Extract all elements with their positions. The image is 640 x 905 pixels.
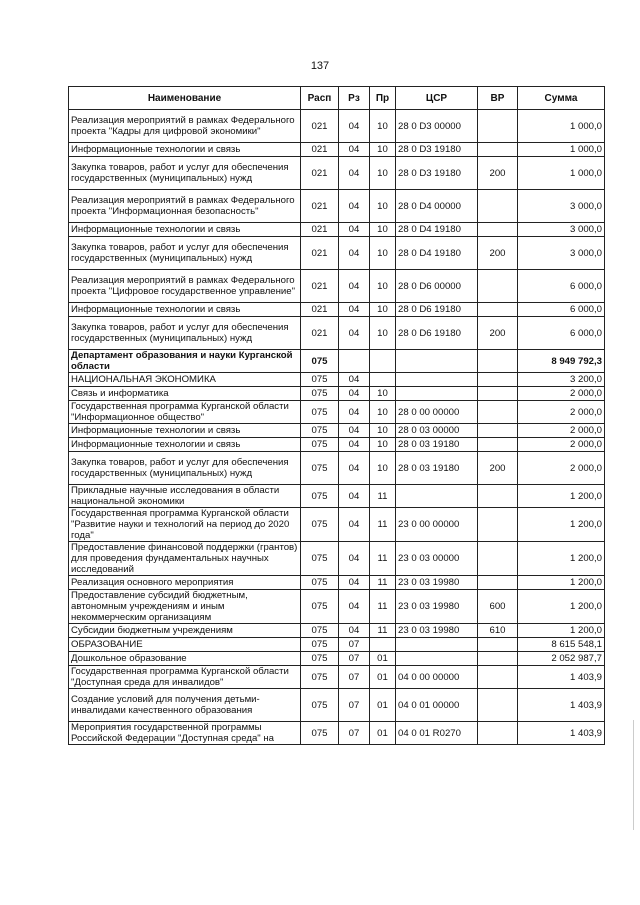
row-csr: 28 0 D4 19180	[396, 223, 478, 237]
column-header-sum: Сумма	[518, 87, 605, 110]
row-vr	[478, 223, 518, 237]
column-header-name: Наименование	[69, 87, 301, 110]
row-pr: 10	[370, 237, 396, 270]
row-name: Реализация мероприятий в рамках Федерального проекта "Цифровое государственное управление"	[69, 270, 301, 303]
row-rasp: 075	[301, 424, 339, 438]
row-name: Прикладные научные исследования в области национальной экономики	[69, 485, 301, 508]
row-pr: 10	[370, 110, 396, 143]
row-vr	[478, 401, 518, 424]
row-vr: 600	[478, 590, 518, 624]
row-csr	[396, 387, 478, 401]
column-header-csr: ЦСР	[396, 87, 478, 110]
row-rasp: 075	[301, 387, 339, 401]
row-csr: 28 0 D4 00000	[396, 190, 478, 223]
row-pr: 11	[370, 542, 396, 576]
row-rasp: 021	[301, 270, 339, 303]
table-row	[69, 542, 605, 576]
row-rz: 04	[339, 401, 370, 424]
row-rz: 07	[339, 652, 370, 666]
row-csr: 23 0 00 00000	[396, 508, 478, 542]
row-csr: 23 0 03 00000	[396, 542, 478, 576]
row-rz: 07	[339, 638, 370, 652]
row-csr	[396, 638, 478, 652]
row-pr: 10	[370, 401, 396, 424]
row-csr	[396, 350, 478, 373]
row-rz: 04	[339, 542, 370, 576]
row-sum: 6 000,0	[518, 317, 605, 350]
table-row	[69, 143, 605, 157]
row-sum: 3 000,0	[518, 223, 605, 237]
row-rz: 04	[339, 373, 370, 387]
row-csr: 23 0 03 19980	[396, 590, 478, 624]
row-name: Предоставление субсидий бюджетным, автономным учреждениям и иным некоммерческим организациям	[69, 590, 301, 624]
row-sum: 1 200,0	[518, 624, 605, 638]
column-header-rasp: Расп	[301, 87, 339, 110]
row-pr: 10	[370, 190, 396, 223]
row-vr	[478, 542, 518, 576]
row-rz: 04	[339, 576, 370, 590]
row-name: Закупка товаров, работ и услуг для обеспечения государственных (муниципальных) нужд	[69, 452, 301, 485]
row-rz: 04	[339, 624, 370, 638]
row-pr: 10	[370, 143, 396, 157]
row-name: Реализация мероприятий в рамках Федерального проекта "Информационная безопасность"	[69, 190, 301, 223]
row-pr: 10	[370, 452, 396, 485]
row-vr	[478, 652, 518, 666]
row-pr: 11	[370, 624, 396, 638]
row-rz: 04	[339, 143, 370, 157]
row-pr: 11	[370, 508, 396, 542]
row-sum: 1 403,9	[518, 666, 605, 689]
row-sum: 2 000,0	[518, 387, 605, 401]
row-vr	[478, 424, 518, 438]
row-name: Информационные технологии и связь	[69, 438, 301, 452]
row-name: Информационные технологии и связь	[69, 143, 301, 157]
row-name: Реализация мероприятий в рамках Федерального проекта "Кадры для цифровой экономики"	[69, 110, 301, 143]
row-rasp: 075	[301, 485, 339, 508]
row-rz	[339, 350, 370, 373]
row-name: Информационные технологии и связь	[69, 223, 301, 237]
row-csr: 28 0 D3 19180	[396, 157, 478, 190]
table-row	[69, 624, 605, 638]
row-name: Реализация основного мероприятия	[69, 576, 301, 590]
row-name: Информационные технологии и связь	[69, 424, 301, 438]
row-vr	[478, 143, 518, 157]
row-pr: 10	[370, 157, 396, 190]
row-rasp: 021	[301, 190, 339, 223]
row-csr: 04 0 01 00000	[396, 689, 478, 722]
row-rasp: 075	[301, 652, 339, 666]
row-rasp: 075	[301, 590, 339, 624]
row-csr: 28 0 03 00000	[396, 424, 478, 438]
row-rasp: 021	[301, 143, 339, 157]
row-name: Государственная программа Курганской области "Информационное общество"	[69, 401, 301, 424]
row-sum: 1 403,9	[518, 689, 605, 722]
row-rasp: 021	[301, 317, 339, 350]
row-sum: 2 052 987,7	[518, 652, 605, 666]
row-sum: 6 000,0	[518, 270, 605, 303]
row-pr: 11	[370, 576, 396, 590]
row-vr	[478, 110, 518, 143]
row-pr: 10	[370, 438, 396, 452]
page-number: 137	[310, 60, 330, 72]
table-row	[69, 190, 605, 223]
row-rz: 04	[339, 508, 370, 542]
table-row	[69, 270, 605, 303]
row-sum: 1 200,0	[518, 485, 605, 508]
row-pr: 10	[370, 303, 396, 317]
row-sum: 1 200,0	[518, 508, 605, 542]
row-vr	[478, 373, 518, 387]
table-row	[69, 590, 605, 624]
row-sum: 8 615 548,1	[518, 638, 605, 652]
row-rz: 04	[339, 237, 370, 270]
row-sum: 6 000,0	[518, 303, 605, 317]
row-csr: 23 0 03 19980	[396, 576, 478, 590]
row-name: Предоставление финансовой поддержки (грантов) для проведения фундаментальных научных исследований	[69, 542, 301, 576]
row-vr	[478, 350, 518, 373]
row-vr: 200	[478, 452, 518, 485]
row-vr	[478, 638, 518, 652]
row-pr	[370, 373, 396, 387]
row-csr: 28 0 D6 19180	[396, 303, 478, 317]
row-pr: 10	[370, 270, 396, 303]
row-vr: 200	[478, 237, 518, 270]
row-sum: 3 200,0	[518, 373, 605, 387]
row-sum: 1 000,0	[518, 110, 605, 143]
table-row	[69, 666, 605, 689]
row-rasp: 021	[301, 157, 339, 190]
row-pr: 10	[370, 387, 396, 401]
row-rasp: 075	[301, 508, 339, 542]
row-vr	[478, 576, 518, 590]
row-csr: 28 0 D6 00000	[396, 270, 478, 303]
table-row	[69, 576, 605, 590]
row-name: ОБРАЗОВАНИЕ	[69, 638, 301, 652]
row-sum: 3 000,0	[518, 190, 605, 223]
row-name: Информационные технологии и связь	[69, 303, 301, 317]
row-pr: 11	[370, 590, 396, 624]
table-row	[69, 424, 605, 438]
table-header-row	[69, 87, 605, 110]
row-rasp: 075	[301, 542, 339, 576]
table-row	[69, 110, 605, 143]
table-row	[69, 373, 605, 387]
row-name: Закупка товаров, работ и услуг для обеспечения государственных (муниципальных) нужд	[69, 157, 301, 190]
row-sum: 1 000,0	[518, 143, 605, 157]
row-pr: 10	[370, 424, 396, 438]
row-rz: 04	[339, 590, 370, 624]
row-rz: 04	[339, 485, 370, 508]
table-row	[69, 485, 605, 508]
row-sum: 1 200,0	[518, 576, 605, 590]
row-name: Государственная программа Курганской области "Развитие науки и технологий на период до 2020 года"	[69, 508, 301, 542]
row-rz: 04	[339, 270, 370, 303]
row-rasp: 075	[301, 624, 339, 638]
row-sum: 2 000,0	[518, 438, 605, 452]
row-name: Субсидии бюджетным учреждениям	[69, 624, 301, 638]
row-csr: 28 0 D6 19180	[396, 317, 478, 350]
row-csr	[396, 485, 478, 508]
row-pr: 01	[370, 722, 396, 745]
row-rasp: 075	[301, 666, 339, 689]
row-vr	[478, 387, 518, 401]
row-name: Закупка товаров, работ и услуг для обеспечения государственных (муниципальных) нужд	[69, 237, 301, 270]
row-name: НАЦИОНАЛЬНАЯ ЭКОНОМИКА	[69, 373, 301, 387]
row-sum: 1 200,0	[518, 590, 605, 624]
row-name: Создание условий для получения детьми-инвалидами качественного образования	[69, 689, 301, 722]
table-row	[69, 157, 605, 190]
row-rasp: 021	[301, 237, 339, 270]
budget-table	[68, 86, 605, 745]
row-rz: 04	[339, 317, 370, 350]
row-rz: 04	[339, 190, 370, 223]
row-rz: 04	[339, 424, 370, 438]
row-rasp: 075	[301, 401, 339, 424]
row-rasp: 075	[301, 576, 339, 590]
row-sum: 1 200,0	[518, 542, 605, 576]
row-pr	[370, 638, 396, 652]
row-vr	[478, 508, 518, 542]
scan-edge-mark	[633, 720, 634, 830]
row-name: Закупка товаров, работ и услуг для обеспечения государственных (муниципальных) нужд	[69, 317, 301, 350]
row-rasp: 021	[301, 223, 339, 237]
row-csr: 28 0 D3 19180	[396, 143, 478, 157]
row-vr	[478, 666, 518, 689]
row-rz: 07	[339, 666, 370, 689]
row-csr: 28 0 D3 00000	[396, 110, 478, 143]
row-vr	[478, 438, 518, 452]
row-sum: 2 000,0	[518, 401, 605, 424]
row-name: Департамент образования и науки Курганской области	[69, 350, 301, 373]
row-vr: 610	[478, 624, 518, 638]
row-csr	[396, 652, 478, 666]
table-row	[69, 638, 605, 652]
row-rz: 04	[339, 387, 370, 401]
row-rz: 04	[339, 157, 370, 190]
row-vr: 200	[478, 317, 518, 350]
table-row	[69, 317, 605, 350]
row-rz: 04	[339, 452, 370, 485]
table-row	[69, 303, 605, 317]
row-pr: 10	[370, 223, 396, 237]
table-row	[69, 237, 605, 270]
table-row	[69, 452, 605, 485]
row-pr: 10	[370, 317, 396, 350]
row-csr: 23 0 03 19980	[396, 624, 478, 638]
row-rasp: 075	[301, 689, 339, 722]
row-sum: 2 000,0	[518, 424, 605, 438]
row-sum: 8 949 792,3	[518, 350, 605, 373]
row-rasp: 075	[301, 373, 339, 387]
row-pr: 01	[370, 652, 396, 666]
row-rz: 04	[339, 223, 370, 237]
column-header-rz: Рз	[339, 87, 370, 110]
row-csr: 28 0 00 00000	[396, 401, 478, 424]
row-rz: 07	[339, 689, 370, 722]
row-rz: 04	[339, 438, 370, 452]
table-row	[69, 223, 605, 237]
row-rasp: 021	[301, 110, 339, 143]
row-rz: 04	[339, 303, 370, 317]
row-rasp: 075	[301, 638, 339, 652]
row-rz: 07	[339, 722, 370, 745]
row-pr: 11	[370, 485, 396, 508]
row-pr	[370, 350, 396, 373]
table-row	[69, 689, 605, 722]
row-name: Связь и информатика	[69, 387, 301, 401]
row-pr: 01	[370, 689, 396, 722]
row-csr: 28 0 03 19180	[396, 452, 478, 485]
row-vr	[478, 303, 518, 317]
row-sum: 3 000,0	[518, 237, 605, 270]
row-csr: 28 0 D4 19180	[396, 237, 478, 270]
row-rz: 04	[339, 110, 370, 143]
row-rasp: 021	[301, 303, 339, 317]
row-vr	[478, 485, 518, 508]
row-sum: 1 403,9	[518, 722, 605, 745]
table-row	[69, 350, 605, 373]
row-vr	[478, 689, 518, 722]
row-rasp: 075	[301, 350, 339, 373]
row-name: Мероприятия государственной программы Российской Федерации "Доступная среда" на	[69, 722, 301, 745]
row-rasp: 075	[301, 722, 339, 745]
row-rasp: 075	[301, 452, 339, 485]
table-row	[69, 722, 605, 745]
row-sum: 2 000,0	[518, 452, 605, 485]
row-sum: 1 000,0	[518, 157, 605, 190]
table-row	[69, 652, 605, 666]
table-row	[69, 387, 605, 401]
row-name: Государственная программа Курганской области "Доступная среда для инвалидов"	[69, 666, 301, 689]
row-vr: 200	[478, 157, 518, 190]
row-vr	[478, 722, 518, 745]
table-row	[69, 438, 605, 452]
row-csr: 04 0 01 R0270	[396, 722, 478, 745]
row-csr: 04 0 00 00000	[396, 666, 478, 689]
column-header-pr: Пр	[370, 87, 396, 110]
row-vr	[478, 190, 518, 223]
row-vr	[478, 270, 518, 303]
column-header-vr: ВР	[478, 87, 518, 110]
row-pr: 01	[370, 666, 396, 689]
row-name: Дошкольное образование	[69, 652, 301, 666]
row-csr: 28 0 03 19180	[396, 438, 478, 452]
table-row	[69, 508, 605, 542]
row-csr	[396, 373, 478, 387]
row-rasp: 075	[301, 438, 339, 452]
table-row	[69, 401, 605, 424]
